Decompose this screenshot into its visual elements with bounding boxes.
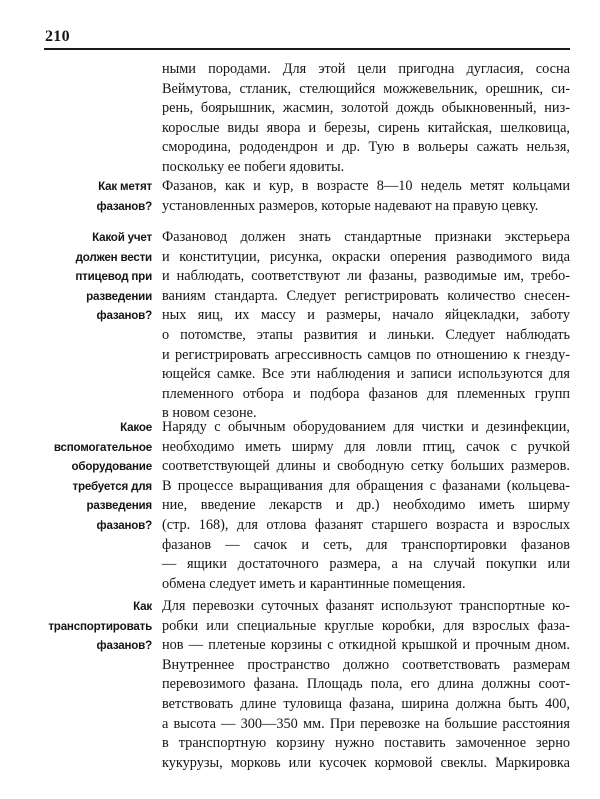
text-line: Фазановод должен знать стандартные признаки экстерьера — [162, 229, 570, 245]
continuation-text — [162, 60, 570, 178]
text-line: ными породами. Для этой цели пригодна дугласия, сосна — [162, 61, 570, 77]
text-line: Внутреннее пространство должно соответствовать размерам — [162, 656, 570, 673]
text-line: ных яиц, их массу и размеры, начало яйцекладки, заботу — [162, 307, 570, 324]
text-line: кукурузы, морковь или кусочек кормовой свеклы. Маркировка — [162, 754, 570, 771]
question-line: Какое — [120, 421, 152, 434]
text-line: (стр. 168), для отлова фазанят старшего возраста и взрослых — [162, 516, 570, 533]
margin-question — [30, 597, 152, 656]
question-line: вспомогательное — [53, 440, 152, 454]
text-line: смородина, рододендрон и др. Тую в вольеры сажать нельзя, — [162, 139, 570, 156]
text-line: — ящики достаточного размера, а на случай покупки или — [162, 556, 570, 573]
question-line: фазанов? — [96, 639, 152, 653]
text-line: Для перевозки суточных фазанят используют транспортные ко- — [162, 598, 570, 614]
text-line: В процессе выращивания для обращения с фазанами (кольцева- — [162, 477, 570, 494]
text-line: и наблюдать, соответствуют ли фазаны, разводимые им, требо- — [162, 268, 570, 285]
answer-text — [162, 597, 570, 773]
text-line: Наряду с обычным оборудованием для чистки и дезинфекции, — [162, 419, 570, 435]
question-line: требуется для — [72, 479, 152, 493]
question-line: оборудование — [71, 460, 152, 474]
question-line: разведении — [86, 289, 152, 303]
text-line: ющейся самке. Все эти наблюдения и записи используются для — [162, 366, 570, 383]
text-line: а высота — 300—350 мм. При перевозке на большие расстояния — [162, 715, 570, 732]
question-line: фазанов? — [96, 518, 152, 532]
question-line: Как метят — [98, 180, 152, 193]
text-line: нов — плетеные корзины с откидной крышкой и прочным дном. — [162, 637, 570, 654]
text-line: в транспортную корзину нужно поставить замоченное зерно — [162, 735, 570, 752]
question-line: должен вести — [75, 250, 152, 264]
text-line: перевозимого фазана. Площадь пола, его длина должны соот- — [162, 676, 570, 693]
question-line: фазанов? — [96, 309, 152, 323]
text-line: и конституции, рисунка, окраски оперения разводимого вида — [162, 248, 570, 265]
answer-text — [162, 418, 570, 594]
text-line: необходимо иметь ширму для ловли птиц, сачок с ручкой — [162, 438, 570, 455]
text-line: робки или специальные круглые коробки, для взрослых фаза- — [162, 617, 570, 634]
text-line: соответствующей длины и свободную сетку больших размеров. — [162, 458, 570, 475]
text-line: о потомстве, этапы развития и линьки. Следует наблюдать — [162, 326, 570, 343]
margin-question — [30, 418, 152, 536]
text-line: корослые виды явора и березы, сирень китайская, шелковица, — [162, 119, 570, 136]
text-line: рень, боярышник, жасмин, золотой дождь обыкновенный, низ- — [162, 100, 570, 117]
question-line: фазанов? — [96, 199, 152, 213]
text-line: ветствовать длине туловища фазана, ширина должна быть 400, — [162, 695, 570, 712]
margin-question — [30, 228, 152, 326]
question-line: транспортировать — [48, 619, 152, 633]
answer-text — [162, 228, 570, 424]
question-line: птицевод при — [75, 270, 152, 284]
text-line: установленных размеров, которые надевают на правую цевку. — [162, 197, 539, 214]
text-line: фазанов — сачок и сеть, для транспортировки фазанов — [162, 536, 570, 553]
text-line: и регистрировать агрессивность самцов по отношению к гнезду- — [162, 346, 570, 363]
question-line: разведения — [86, 499, 152, 513]
page-number: 210 — [45, 28, 70, 45]
text-line: ваниям стандарта. Следует регистрировать количество снесен- — [162, 287, 570, 304]
question-line: Какой учет — [92, 231, 152, 244]
header-rule — [44, 48, 570, 50]
text-line: обмена следует иметь и карантинные помещения. — [162, 575, 466, 592]
text-line: ние, введение лекарств и др.) необходимо иметь ширму — [162, 497, 570, 514]
text-line: Веймутова, стланик, стелющийся можжевельник, орешник, си- — [162, 80, 570, 97]
answer-text — [162, 177, 570, 216]
text-line: поскольку ее побеги ядовиты. — [162, 158, 345, 175]
text-line: Фазанов, как и кур, в возрасте 8—10 недель метят кольцами — [162, 178, 570, 194]
text-line: в новом сезоне. — [162, 405, 257, 422]
text-line: племенного отбора и подбора фазанов для племенных групп — [162, 385, 570, 402]
margin-question — [30, 177, 152, 216]
question-line: Как — [133, 600, 152, 613]
